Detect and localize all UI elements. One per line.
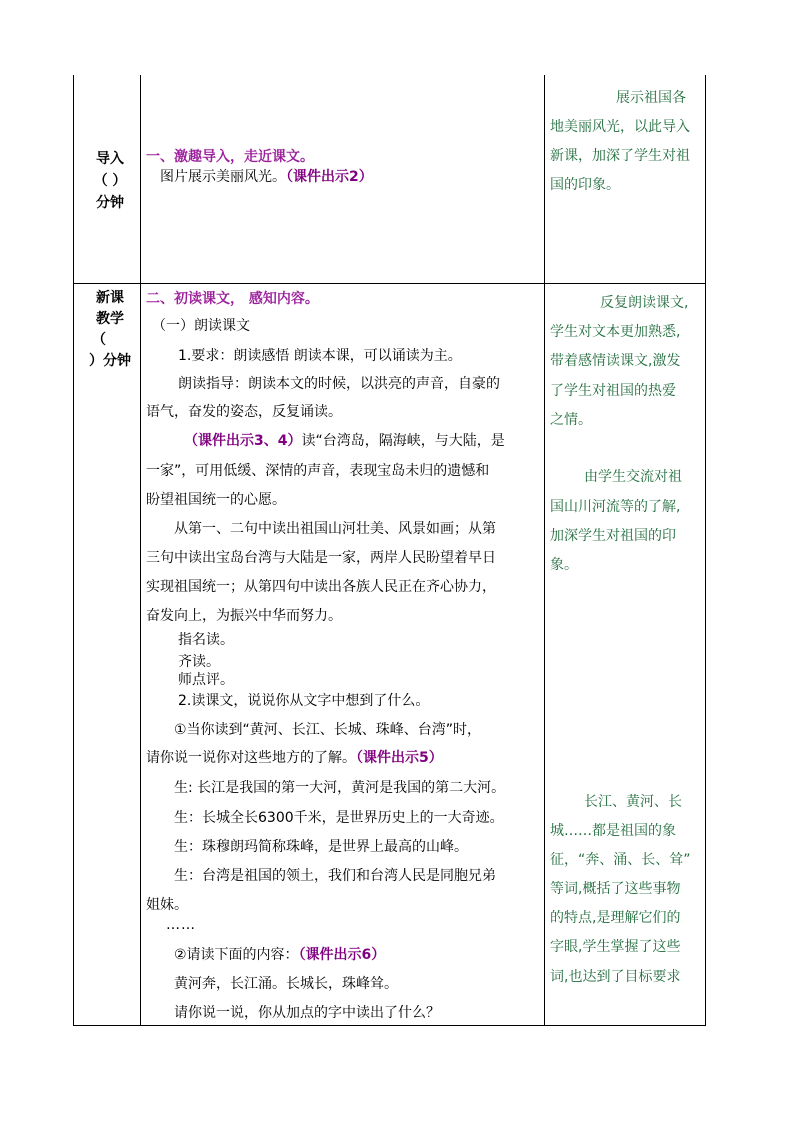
note-line: 学生对文本更加熟悉, — [550, 324, 681, 340]
note-line: 由学生交流对祖 — [584, 469, 682, 485]
paragraph: 一家”，可用低缓、深情的声音，表现宝岛未归的遗憾和 — [146, 463, 490, 479]
stage-duration-blank: （ ） — [93, 173, 127, 189]
note-line: 象。 — [550, 557, 578, 573]
table-border-bottom — [73, 1025, 706, 1026]
paragraph: 1.要求：朗读感悟 朗读本课，可以诵读为主。 — [178, 348, 462, 364]
stage-label: 新课 — [96, 290, 124, 306]
paragraph-text: 读“台湾岛，隔海峡，与大陆，是 — [301, 433, 505, 449]
paragraph: ①当你读到“黄河、长江、长城、珠峰、台湾”时， — [174, 722, 482, 738]
table-row-divider — [73, 283, 706, 284]
paragraph: 奋发向上，为振兴中华而努力。 — [146, 608, 342, 624]
paragraph: 姐妹。 — [146, 897, 188, 913]
paragraph-text: 请你说一说你对这些地方的了解。 — [146, 750, 356, 766]
paragraph: 黄河奔，长江涌。长城长，珠峰耸。 — [174, 976, 398, 992]
courseware-reference: （课件出示2） — [286, 169, 373, 185]
note-line: 了学生对祖国的热爱 — [550, 383, 676, 399]
paragraph: 生：台湾是祖国的领土，我们和台湾人民是同胞兄弟 — [174, 868, 496, 884]
note-line: 长江、黄河、长 — [584, 794, 682, 810]
paragraph: 指名读。 — [178, 632, 234, 648]
stage-label: 教学 — [96, 311, 124, 327]
paragraph: 生: 长江是我国的第一大河，黄河是我国的第二大河。 — [174, 780, 506, 796]
paragraph — [146, 747, 443, 767]
note-line: 字眼,学生掌握了这些 — [550, 939, 681, 955]
paragraph: 齐读。 — [178, 654, 220, 670]
note-line: 地美丽风光，以此导入 — [550, 119, 690, 135]
paragraph: 语气，奋发的姿态，反复诵读。 — [146, 404, 342, 420]
table-border-left — [73, 75, 74, 1026]
note-line: 展示祖国各 — [616, 90, 686, 106]
note-line: 反复朗读课文, — [600, 295, 689, 311]
stage-duration-open: （ — [92, 332, 106, 348]
note-line: 之情。 — [550, 412, 592, 428]
note-line: 国山川河流等的了解, — [550, 499, 681, 515]
paragraph: 实现祖国统一；从第四句中读出各族人民正在齐心协力， — [146, 579, 496, 595]
stage-cell-intro — [80, 148, 140, 214]
note-line: 征，“奔、涌、长、耸” — [550, 852, 691, 868]
section-heading: 一、激趣导入，走近课文。 — [146, 149, 314, 165]
stage-cell-new-lesson — [80, 288, 140, 372]
paragraph: 请你说一说，你从加点的字中读出了什么？ — [174, 1005, 440, 1021]
courseware-reference: （课件出示6） — [298, 947, 386, 963]
stage-unit: 分钟 — [96, 195, 124, 211]
table-divider-notes — [544, 75, 545, 1026]
stage-unit: ）分钟 — [89, 353, 131, 369]
note-line: 新课，加深了学生对祖 — [550, 148, 690, 164]
paragraph — [160, 166, 373, 186]
note-line: 词,也达到了目标要求 — [550, 969, 681, 985]
paragraph-text: 图片展示美丽风光。 — [160, 169, 286, 185]
paragraph: 师点评。 — [178, 672, 234, 688]
paragraph-text: ②请读下面的内容： — [174, 947, 299, 963]
paragraph — [184, 430, 505, 450]
paragraph: 三句中读出宝岛台湾与大陆是一家，两岸人民盼望着早日 — [146, 550, 496, 566]
ellipsis: …… — [166, 917, 196, 933]
paragraph: 2.读课文，说说你从文字中想到了什么。 — [178, 693, 430, 709]
courseware-reference: （课件出示3、4） — [184, 433, 302, 449]
note-line: 国的印象。 — [550, 177, 620, 193]
note-line: 的特点,是理解它们的 — [550, 910, 681, 926]
paragraph: 盼望祖国统一的心愿。 — [146, 492, 286, 508]
subsection-heading: （一）朗读课文 — [152, 318, 250, 334]
note-line: 加深学生对祖国的印 — [550, 528, 676, 544]
note-line: 城……都是祖国的象 — [550, 823, 676, 839]
note-line: 等词,概括了这些事物 — [550, 881, 681, 897]
table-divider-stage — [140, 75, 141, 1026]
section-heading: 二、初读课文， 感知内容。 — [146, 291, 319, 307]
stage-label: 导入 — [96, 151, 124, 167]
paragraph: 生：长城全长6300千米，是世界历史上的一大奇迹。 — [174, 810, 504, 826]
paragraph: 朗读指导：朗读本文的时候，以洪亮的声音，自豪的 — [178, 376, 500, 392]
table-border-right — [705, 75, 706, 1026]
paragraph: 生：珠穆朗玛简称珠峰，是世界上最高的山峰。 — [174, 839, 468, 855]
courseware-reference: （课件出示5） — [356, 750, 443, 766]
paragraph: 从第一、二句中读出祖国山河壮美、风景如画；从第 — [174, 521, 496, 537]
note-line: 带着感情读课文,激发 — [550, 353, 681, 369]
paragraph — [174, 944, 385, 964]
